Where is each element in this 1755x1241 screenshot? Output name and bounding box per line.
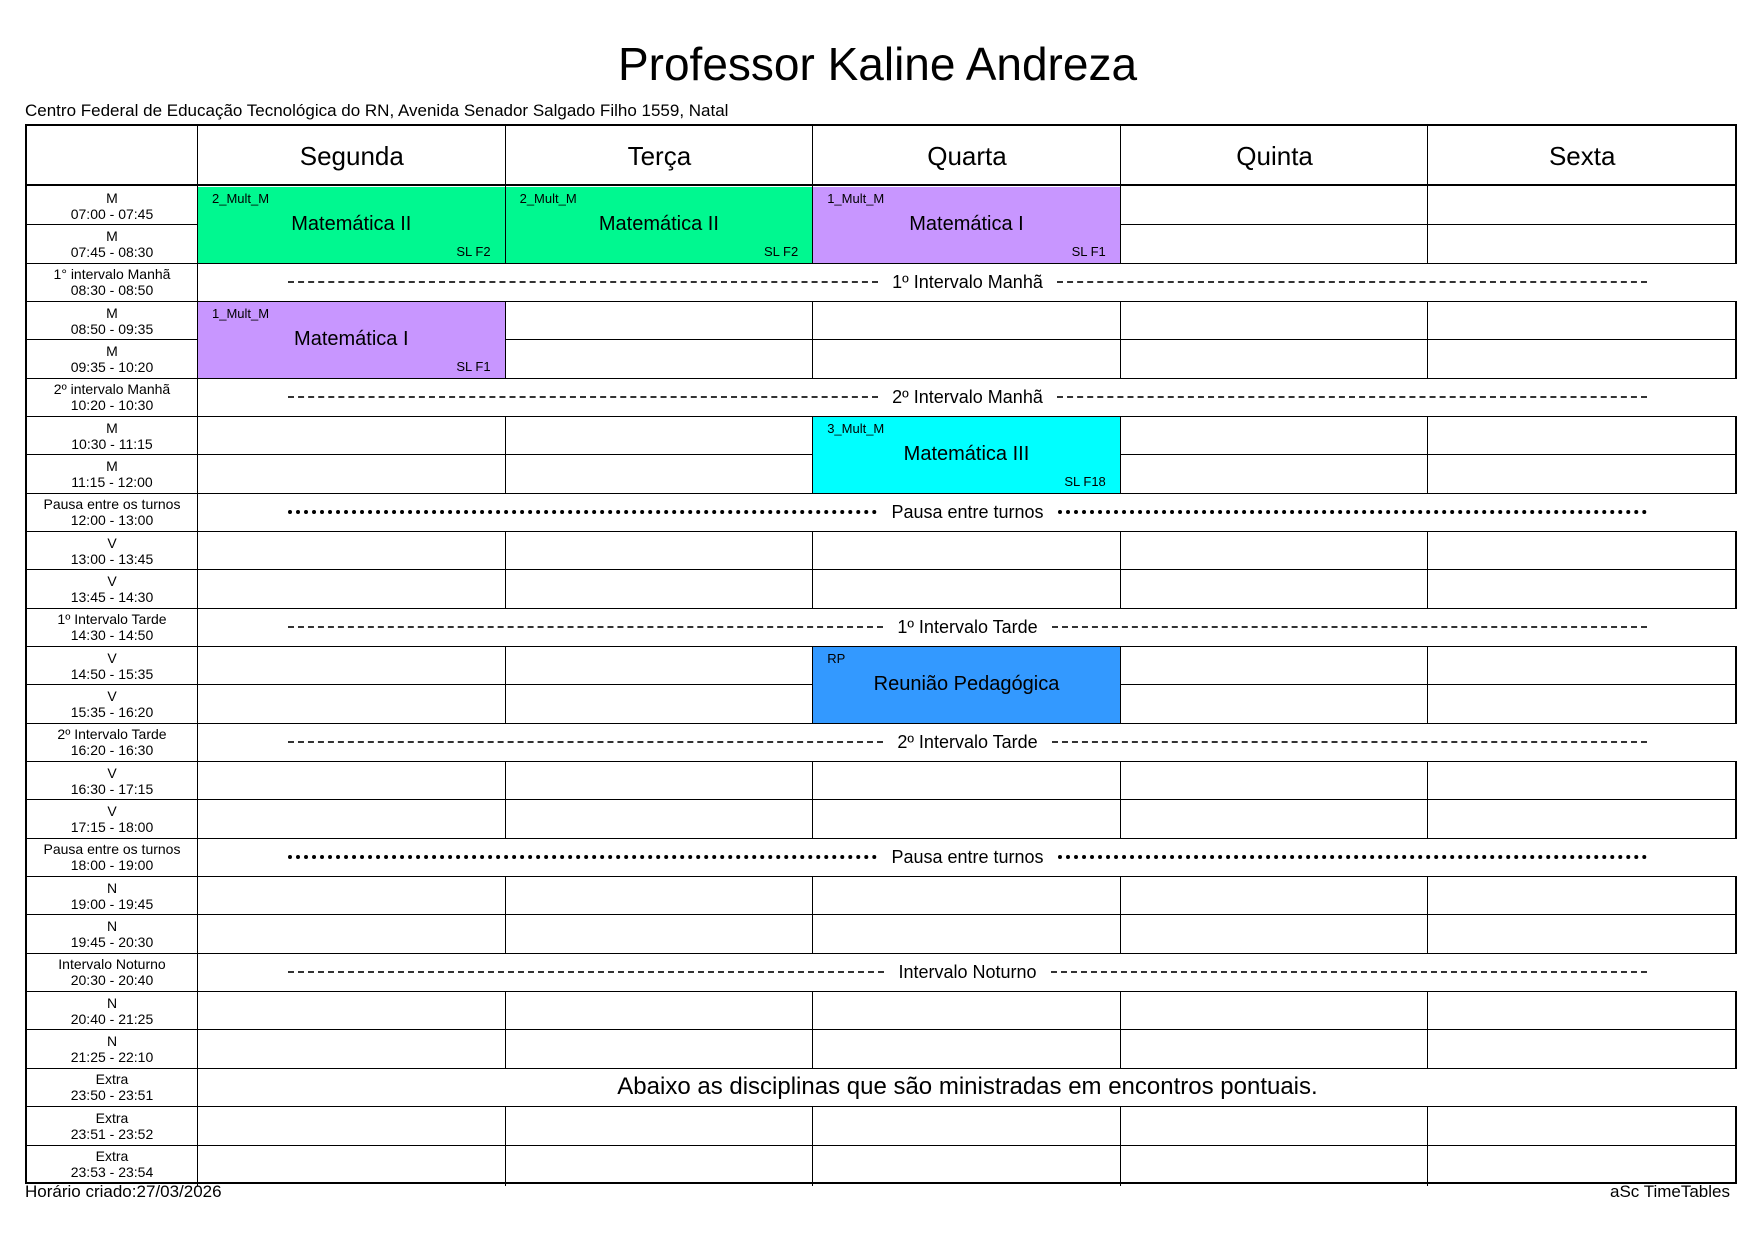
period-name: Extra [95, 1148, 129, 1165]
period-name: M [106, 304, 118, 321]
institution-address: Centro Federal de Educação Tecnológica do RN, Avenida Senador Salgado Filho 1559, Natal [25, 101, 729, 120]
break-filler [288, 281, 878, 283]
period-label [27, 839, 197, 876]
break-filler [1052, 626, 1647, 628]
period-time: 13:00 - 13:45 [70, 550, 154, 567]
period-name: N [106, 918, 118, 935]
row-divider [27, 1145, 1735, 1146]
break-label: Pausa entre turnos [891, 846, 1044, 867]
break-filler [288, 396, 878, 398]
period-name: N [106, 1033, 118, 1050]
class-code: RP [827, 651, 846, 667]
room-code: SL F2 [763, 243, 799, 259]
break-filler [1058, 855, 1647, 859]
lesson-block[interactable] [506, 187, 813, 263]
period-time: 23:53 - 23:54 [70, 1164, 154, 1181]
period-label [27, 455, 197, 492]
row-divider [27, 799, 1735, 800]
created-date: Horário criado:27/03/2026 [25, 1182, 222, 1201]
period-label [27, 532, 197, 569]
room-code: SL F1 [1071, 243, 1106, 259]
period-label [27, 647, 197, 684]
subject-name: Matemática I [909, 213, 1024, 236]
class-code: 2_Mult_M [212, 191, 270, 206]
period-label [27, 954, 197, 991]
period-name: V [107, 688, 117, 705]
period-time: 14:30 - 14:50 [70, 627, 154, 644]
day-header-1: Terça [627, 140, 692, 171]
break-row [198, 839, 1737, 876]
period-name: N [106, 994, 118, 1011]
period-label [27, 302, 197, 339]
break-row [198, 264, 1737, 301]
period-name: 2º Intervalo Tarde [57, 726, 167, 743]
break-row [198, 954, 1737, 991]
period-name: V [107, 573, 117, 590]
room-code: SL F18 [1064, 473, 1106, 489]
period-label [27, 1146, 197, 1183]
period-name: V [107, 803, 117, 820]
period-time: 20:30 - 20:40 [70, 972, 154, 989]
room-code: SL F2 [456, 243, 491, 259]
period-name: Pausa entre os turnos [43, 841, 181, 858]
subject-name: Matemática II [291, 213, 412, 236]
period-name: M [106, 189, 118, 206]
break-filler [288, 510, 877, 514]
period-label [27, 225, 197, 262]
period-time: 18:00 - 19:00 [70, 857, 154, 874]
row-divider [27, 914, 1735, 915]
period-label [27, 417, 197, 454]
period-time: 07:00 - 07:45 [70, 205, 154, 222]
period-time: 10:20 - 10:30 [70, 397, 154, 414]
row-divider [27, 991, 1735, 992]
period-label [27, 800, 197, 837]
period-time: 19:00 - 19:45 [70, 895, 154, 912]
period-time: 10:30 - 11:15 [71, 435, 153, 452]
subject-name: Matemática III [903, 443, 1030, 466]
period-label [27, 685, 197, 722]
period-label [27, 1030, 197, 1067]
lesson-block[interactable] [198, 187, 505, 263]
period-label [27, 187, 197, 224]
break-label: 1º Intervalo Manhã [892, 271, 1043, 292]
period-time: 16:20 - 16:30 [70, 742, 154, 759]
period-name: Intervalo Noturno [58, 956, 166, 973]
day-header-2: Quarta [927, 140, 1007, 171]
subject-name: Matemática II [598, 213, 719, 236]
class-code: 1_Mult_M [212, 306, 270, 322]
break-filler [288, 626, 883, 628]
subject-name: Matemática I [294, 328, 409, 351]
break-label: Pausa entre turnos [891, 501, 1044, 522]
period-time: 08:50 - 09:35 [70, 320, 154, 337]
day-header-3: Quinta [1236, 140, 1313, 171]
period-label [27, 570, 197, 607]
period-label [27, 915, 197, 952]
break-filler [288, 855, 877, 859]
period-name: N [106, 879, 118, 896]
break-label: 2º Intervalo Tarde [897, 731, 1038, 752]
period-name: Extra [95, 1071, 129, 1088]
period-name: V [107, 534, 117, 551]
period-name: 1° intervalo Manhã [53, 266, 171, 283]
period-label [27, 340, 197, 377]
class-code: 2_Mult_M [519, 191, 577, 206]
period-label [27, 379, 197, 416]
break-row [198, 494, 1737, 531]
period-label [27, 264, 197, 301]
period-time: 09:35 - 10:20 [70, 359, 154, 376]
room-code: SL F1 [456, 358, 491, 374]
break-filler [1052, 741, 1647, 743]
break-label: 1º Intervalo Tarde [897, 616, 1038, 637]
period-name: M [106, 343, 118, 360]
period-time: 11:15 - 12:00 [71, 474, 153, 491]
break-row [198, 724, 1737, 761]
row-divider [27, 761, 1735, 762]
period-label [27, 762, 197, 799]
period-label [27, 992, 197, 1029]
row-divider [27, 1029, 1735, 1030]
class-code: 3_Mult_M [827, 421, 885, 437]
period-label [27, 877, 197, 914]
lesson-block[interactable] [813, 417, 1120, 493]
subject-name: Reunião Pedagógica [873, 673, 1060, 696]
period-time: 15:35 - 16:20 [70, 704, 154, 721]
period-name: M [106, 227, 118, 244]
row-divider [27, 569, 1735, 570]
period-label [27, 1069, 197, 1106]
period-name: V [107, 649, 117, 666]
timetable-grid [25, 124, 1737, 1184]
break-filler [1057, 281, 1647, 283]
period-name: 2º intervalo Manhã [53, 381, 171, 398]
period-label [27, 494, 197, 531]
lesson-block[interactable] [198, 302, 505, 378]
row-divider [27, 876, 1735, 877]
day-header-4: Sexta [1548, 140, 1616, 171]
period-label [27, 724, 197, 761]
period-time: 13:45 - 14:30 [70, 589, 154, 606]
class-code: 1_Mult_M [827, 191, 885, 206]
period-name: Pausa entre os turnos [43, 496, 181, 513]
period-name: 1º Intervalo Tarde [57, 611, 167, 628]
period-time: 08:30 - 08:50 [70, 282, 154, 299]
period-time: 16:30 - 17:15 [70, 780, 154, 797]
page-title: Professor Kaline Andreza [617, 38, 1138, 90]
period-time: 07:45 - 08:30 [70, 243, 154, 260]
period-time: 21:25 - 22:10 [70, 1049, 154, 1066]
lesson-block[interactable] [813, 187, 1120, 263]
extra-note: Abaixo as disciplinas que são ministradas em encontros pontuais. [198, 1069, 1737, 1106]
period-time: 14:50 - 15:35 [70, 665, 154, 682]
software-brand: aSc TimeTables [1610, 1182, 1730, 1201]
break-label: 2º Intervalo Manhã [892, 386, 1043, 407]
period-time: 23:50 - 23:51 [70, 1087, 154, 1104]
period-label [27, 1107, 197, 1144]
break-filler [1051, 971, 1647, 973]
period-time: 20:40 - 21:25 [70, 1010, 154, 1027]
break-label: Intervalo Noturno [898, 961, 1037, 982]
row-divider [27, 531, 1735, 532]
period-time: 17:15 - 18:00 [70, 819, 154, 836]
break-filler [288, 971, 884, 973]
period-name: M [106, 458, 118, 475]
break-filler [1057, 396, 1647, 398]
break-row [198, 609, 1737, 646]
lesson-block[interactable] [813, 647, 1120, 723]
day-header-0: Segunda [299, 140, 404, 171]
period-name: Extra [95, 1109, 129, 1126]
period-name: M [106, 419, 118, 436]
period-time: 19:45 - 20:30 [70, 934, 154, 951]
break-filler [288, 741, 883, 743]
period-time: 23:51 - 23:52 [70, 1125, 154, 1142]
break-row [198, 379, 1737, 416]
row-divider [27, 1106, 1735, 1107]
period-label [27, 609, 197, 646]
period-time: 12:00 - 13:00 [70, 512, 154, 529]
period-name: V [107, 764, 117, 781]
break-filler [1058, 510, 1647, 514]
